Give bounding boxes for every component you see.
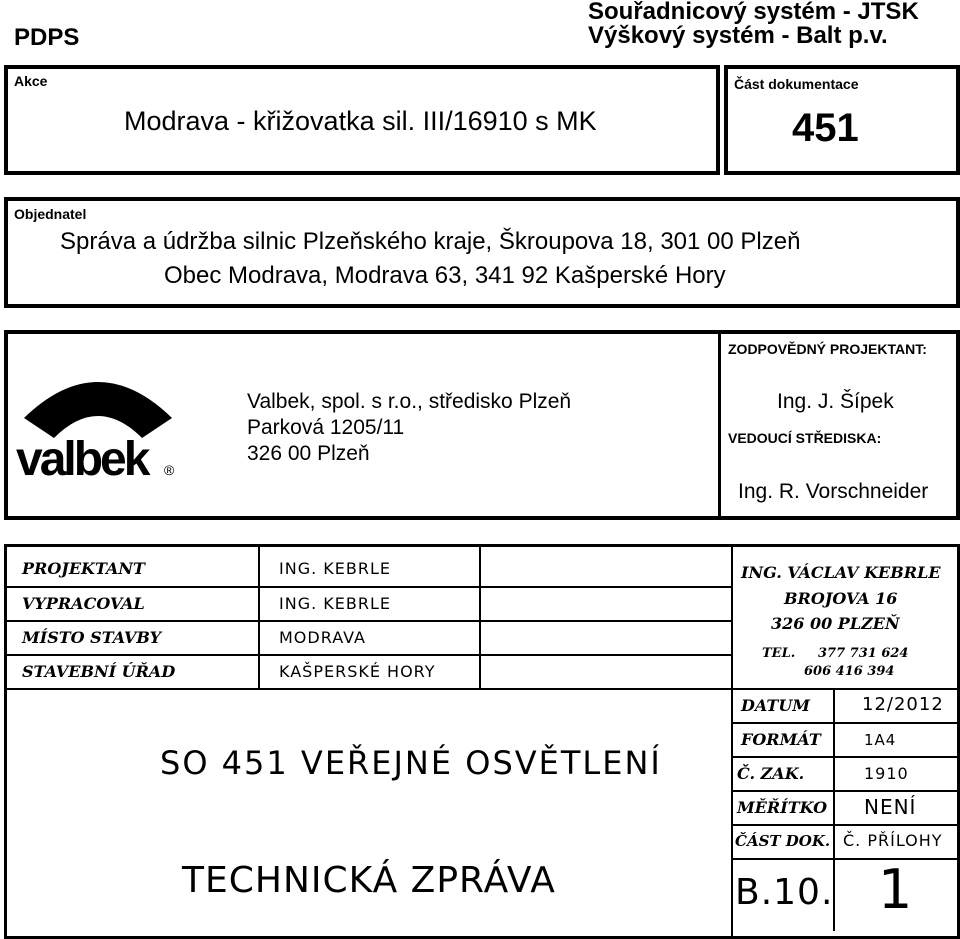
client-label: Objednatel: [14, 206, 87, 222]
stamp-hline-3: [4, 654, 731, 656]
head-name: Ing. R. Vorschneider: [738, 480, 929, 503]
responsible-name: Ing. J. Šípek: [777, 390, 894, 413]
scale-value: NENÍ: [864, 795, 917, 819]
author-tel1: 377 731 624: [818, 646, 909, 661]
doc-part-value: 451: [792, 106, 859, 150]
row-label-projektant: PROJEKTANT: [22, 559, 145, 578]
row-label-urad: STAVEBNÍ ÚŘAD: [22, 662, 176, 681]
so-title: SO 451 VEŘEJNÉ OSVĚTLENÍ: [160, 744, 662, 782]
zak-value: 1910: [864, 764, 909, 783]
right-hline-1: [731, 722, 960, 724]
stamp-hline-1: [4, 586, 731, 588]
client-line2: Obec Modrava, Modrava 63, 341 92 Kašperské Hory: [164, 262, 726, 289]
zak-label: Č. ZAK.: [737, 764, 805, 783]
scale-label: MĚŘÍTKO: [737, 798, 828, 817]
author-city: 326 00 PLZEŇ: [771, 614, 900, 633]
format-value: 1A4: [864, 731, 897, 749]
datum-value: 12/2012: [862, 694, 944, 715]
stamp-vline-2: [479, 544, 481, 688]
head-label: VEDOUCÍ STŘEDISKA:: [728, 430, 882, 446]
company-city: 326 00 Plzeň: [247, 442, 370, 465]
stamp-hline-2: [4, 620, 731, 622]
responsible-label: ZODPOVĚDNÝ PROJEKTANT:: [728, 341, 927, 357]
format-label: FORMÁT: [741, 730, 821, 749]
right-hline-5: [731, 858, 960, 860]
action-name: Modrava - křižovatka sil. III/16910 s MK: [124, 106, 597, 136]
action-label: Akce: [14, 73, 48, 89]
row-value-projektant: ING. KEBRLE: [279, 559, 391, 578]
stamp-vline-1: [258, 544, 260, 688]
company-street: Parková 1205/11: [247, 416, 405, 439]
author-tel2: 606 416 394: [804, 664, 895, 679]
right-hline-4: [731, 824, 960, 826]
datum-label: DATUM: [741, 696, 810, 715]
row-value-vypracoval: ING. KEBRLE: [279, 594, 391, 613]
right-hline-2: [731, 756, 960, 758]
client-line1: Správa a údržba silnic Plzeňského kraje, Škroupova 18, 301 00 Plzeň: [60, 228, 801, 255]
stamp-vline-3: [731, 544, 733, 939]
attach-label: Č. PŘÍLOHY: [843, 831, 943, 850]
valbek-logo: [14, 366, 182, 488]
height-system: Výškový systém - Balt p.v.: [588, 22, 888, 49]
stamp-hline-4: [4, 688, 960, 690]
pdps-label: PDPS: [14, 24, 80, 51]
right-hline-3: [731, 790, 960, 792]
logo-text: valbek: [16, 433, 148, 486]
attach-value: 1: [878, 858, 914, 921]
row-value-misto: MODRAVA: [279, 628, 366, 647]
company-divider: [718, 330, 721, 520]
doc-title: TECHNICKÁ ZPRÁVA: [182, 860, 556, 901]
row-value-urad: KAŠPERSKÉ HORY: [279, 662, 436, 681]
logo-registered-mark: ®: [164, 462, 175, 478]
row-label-misto: MÍSTO STAVBY: [22, 628, 162, 647]
part-value: B.10.: [735, 872, 834, 913]
part-label: ČÁST DOK.: [735, 832, 831, 850]
doc-part-label: Část dokumentace: [734, 76, 859, 92]
author-tel-label: TEL.: [762, 646, 796, 661]
author-street: BROJOVA 16: [784, 589, 898, 608]
coord-system: Souřadnicový systém - JTSK: [588, 0, 919, 25]
author-name: ING. VÁCLAV KEBRLE: [741, 563, 941, 582]
company-name: Valbek, spol. s r.o., středisko Plzeň: [247, 390, 572, 413]
row-label-vypracoval: VYPRACOVAL: [22, 594, 145, 613]
